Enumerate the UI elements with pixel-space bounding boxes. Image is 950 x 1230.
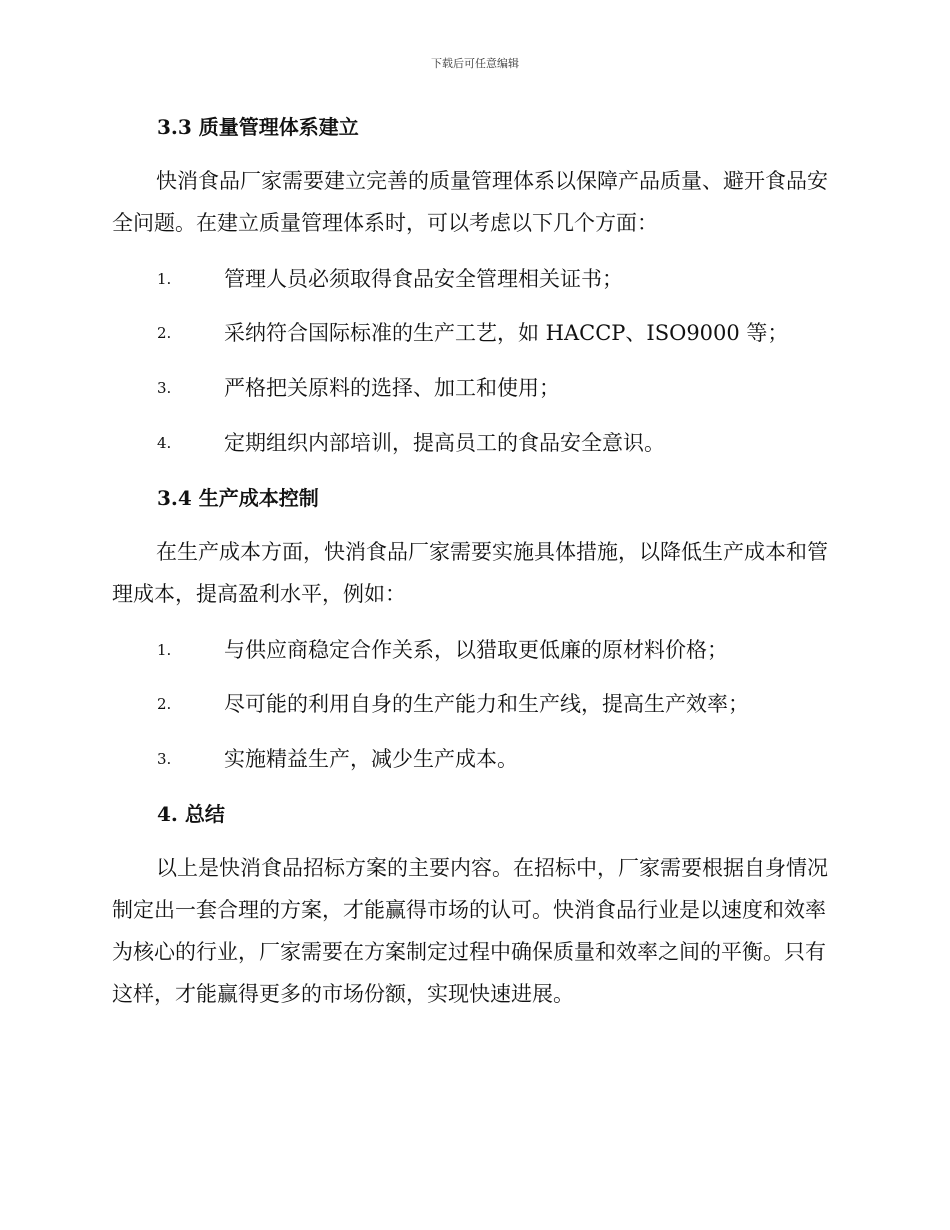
list-item-text: 定期组织内部培训，提高员工的食品安全意识。 [224,431,665,455]
list-item-number: 1. [157,641,172,659]
section-4-body [112,847,832,1015]
list-item-text: 实施精益生产，减少生产成本。 [224,747,518,771]
list-item-text: 尽可能的利用自身的生产能力和生产线，提高生产效率； [224,692,749,716]
list-item-number: 2. [157,324,172,342]
list-item-text: 与供应商稳定合作关系，以猎取更低廉的原材料价格； [224,638,728,662]
page-header: 下载后可任意编辑 [431,57,519,70]
list-item-number: 3. [157,379,172,397]
list-item-number: 1. [157,270,172,288]
list-item-number: 3. [157,750,172,768]
list-item-number: 2. [157,695,172,713]
section-heading-3-3: 3.3 质量管理体系建立 [157,115,359,139]
list-item-text: 严格把关原料的选择、加工和使用； [224,376,560,400]
section-3-3-intro-text: 快消食品厂家需要建立完善的质量管理体系以保障产品质量、避开食品安全问题。在建立质量管理体系时，可以考虑以下几个方面： [112,169,828,235]
section-4-body-text: 以上是快消食品招标方案的主要内容。在招标中，厂家需要根据自身情况制定出一套合理的方案，才能赢得市场的认可。快消食品行业是以速度和效率为核心的行业，厂家需要在方案制定过程中确保质量和效率之间的平衡。只有这样，才能赢得更多的市场份额，实现快速进展。 [112,856,828,1006]
section-3-4-intro [112,531,832,615]
section-3-3-intro [112,160,832,244]
list-item-text: 采纳符合国际标准的生产工艺，如 HACCP、ISO9000 等； [224,321,789,345]
list-item-number: 4. [157,434,172,452]
list-item-text: 管理人员必须取得食品安全管理相关证书； [224,267,623,291]
section-heading-3-4: 3.4 生产成本控制 [157,486,319,510]
section-heading-4: 4. 总结 [157,802,225,826]
section-3-4-intro-text: 在生产成本方面，快消食品厂家需要实施具体措施，以降低生产成本和管理成本，提高盈利水平，例如： [112,540,828,606]
